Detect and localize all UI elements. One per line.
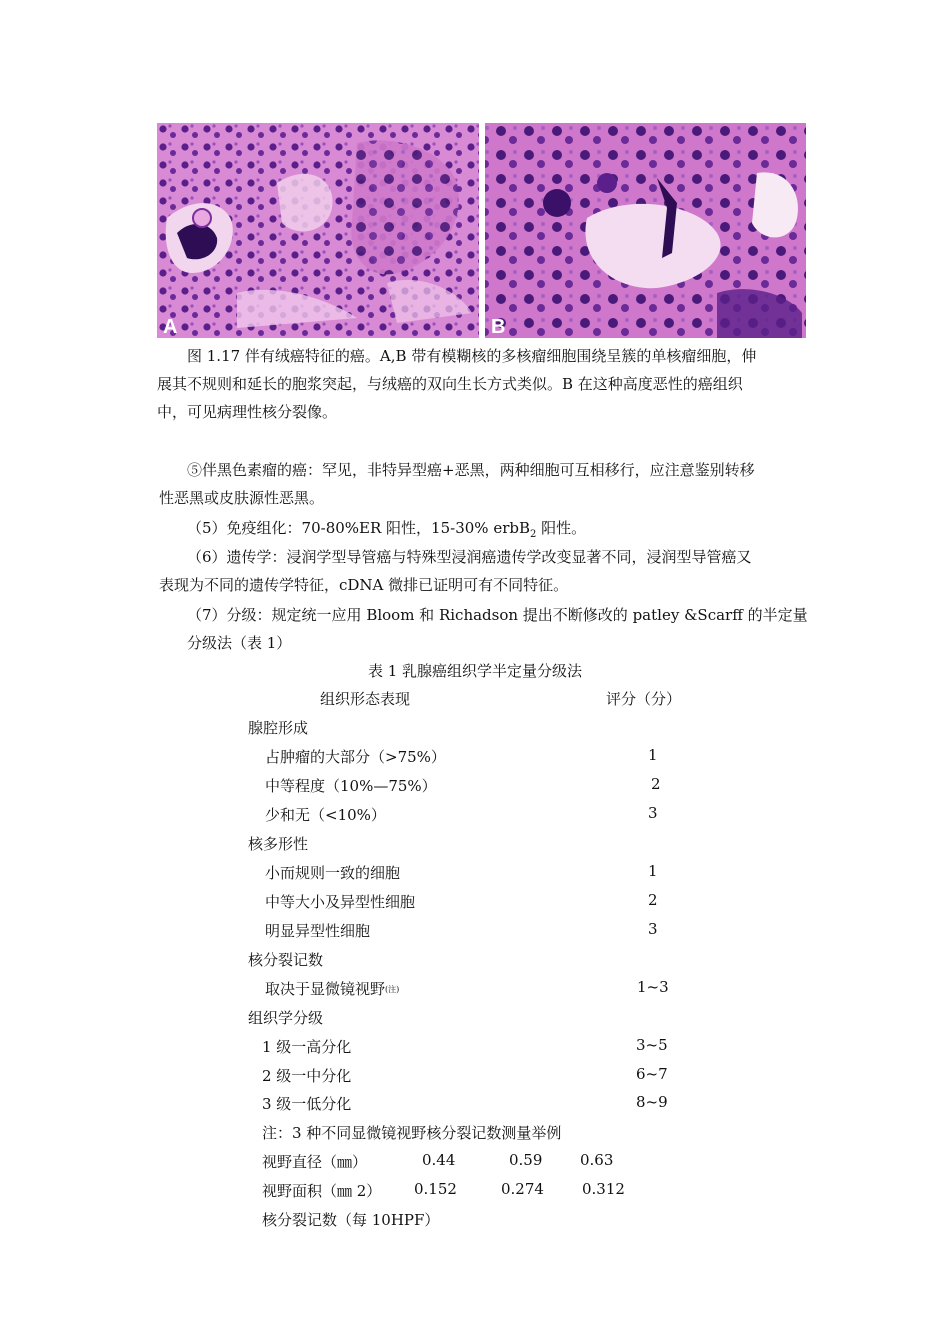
table-row — [265, 978, 399, 999]
table-row: 1 级一高分化 — [262, 1038, 352, 1056]
table-note-title: 注：3 种不同显微镜视野核分裂记数测量举例 — [262, 1124, 562, 1142]
table-row-score: 6~7 — [636, 1065, 668, 1083]
figure-caption — [157, 342, 817, 426]
note-row-value: 0.44 — [422, 1151, 456, 1169]
table-row-category: 核多形性 — [248, 835, 309, 853]
table-row-score: 8~9 — [636, 1093, 668, 1111]
table-row-score: 3~5 — [636, 1036, 668, 1054]
table-row: 3 级一低分化 — [262, 1095, 352, 1113]
panel-b — [485, 123, 806, 338]
paragraph-line: ⑤伴黑色素瘤的癌：罕见，非特异型癌+恶黑，两种细胞可互相移行，应注意鉴别转移 — [187, 461, 755, 479]
paragraph-grading — [157, 601, 822, 657]
table-row: 少和无（<10%） — [265, 806, 386, 824]
histology-figure — [157, 123, 806, 338]
table-header-score: 评分（分） — [606, 690, 682, 708]
note-row-value: 0.152 — [414, 1180, 457, 1198]
immuno-subscript: 2 — [530, 529, 537, 540]
note-row-label: 核分裂记数（每 10HPF） — [262, 1211, 440, 1229]
panel-a-label: A — [163, 316, 178, 338]
table-row-score: 1 — [648, 862, 658, 880]
paragraph-line: （6）遗传学：浸润学型导管癌与特殊型浸润癌遗传学改变显著不同，浸润型导管癌又 — [187, 548, 752, 566]
table-row-note-mark: (注) — [385, 985, 400, 994]
table-row-score: 3 — [648, 804, 658, 822]
table-row-score: 1~3 — [637, 978, 669, 996]
table-row: 小而规则一致的细胞 — [265, 864, 401, 882]
table-row-score: 3 — [648, 920, 658, 938]
note-row-value: 0.63 — [580, 1151, 614, 1169]
table-row: 2 级一中分化 — [262, 1067, 352, 1085]
note-row-label: 视野面积（㎜ 2） — [262, 1182, 382, 1200]
table-header-feature: 组织形态表现 — [320, 690, 411, 708]
paragraph-melanoma — [157, 456, 822, 512]
note-row-label: 视野直径（㎜） — [262, 1153, 368, 1171]
note-row-value: 0.312 — [582, 1180, 625, 1198]
paragraph-line: 分级法（表 1） — [187, 634, 292, 652]
note-row-value: 0.59 — [509, 1151, 543, 1169]
note-row-value: 0.274 — [501, 1180, 544, 1198]
table-title: 表 1 乳腺癌组织学半定量分级法 — [367, 662, 583, 680]
paragraph-line: 性恶黑或皮肤源性恶黑。 — [159, 489, 325, 507]
panel-a — [157, 123, 479, 338]
caption-line-1: 图 1.17 伴有绒癌特征的癌。A,B 带有模糊核的多核瘤细胞围绕呈簇的单核瘤细胞，伸 — [187, 347, 757, 365]
table-row: 占肿瘤的大部分（>75%） — [265, 748, 446, 766]
paragraph-line: 表现为不同的遗传学特征，cDNA 微排已证明可有不同特征。 — [159, 576, 569, 594]
immuno-text-end: 阳性。 — [536, 519, 587, 537]
table-row: 中等程度（10%—75%） — [265, 777, 437, 795]
paragraph-line: （7）分级：规定统一应用 Bloom 和 Richadson 提出不断修改的 patley &Scarff 的半定量 — [187, 606, 808, 624]
immuno-text: （5）免疫组化：70-80%ER 阳性，15-30% erbB — [187, 519, 530, 537]
table-row-score: 1 — [648, 746, 658, 764]
table-row-category: 核分裂记数 — [248, 951, 324, 969]
table-row-score: 2 — [651, 775, 661, 793]
panel-b-label: B — [491, 316, 506, 338]
table-row-score: 2 — [648, 891, 658, 909]
table-row-category: 组织学分级 — [248, 1009, 324, 1027]
table-row-category: 腺腔形成 — [248, 719, 309, 737]
table-row: 中等大小及异型性细胞 — [265, 893, 416, 911]
caption-line-2: 展其不规则和延长的胞浆突起，与绒癌的双向生长方式类似。B 在这种高度恶性的癌组织 — [157, 375, 743, 393]
caption-line-3: 中，可见病理性核分裂像。 — [157, 403, 338, 421]
table-row: 明显异型性细胞 — [265, 922, 371, 940]
histology-image — [157, 123, 806, 338]
table-row-text: 取决于显微镜视野 — [265, 980, 386, 998]
paragraph-genetics — [157, 543, 822, 599]
